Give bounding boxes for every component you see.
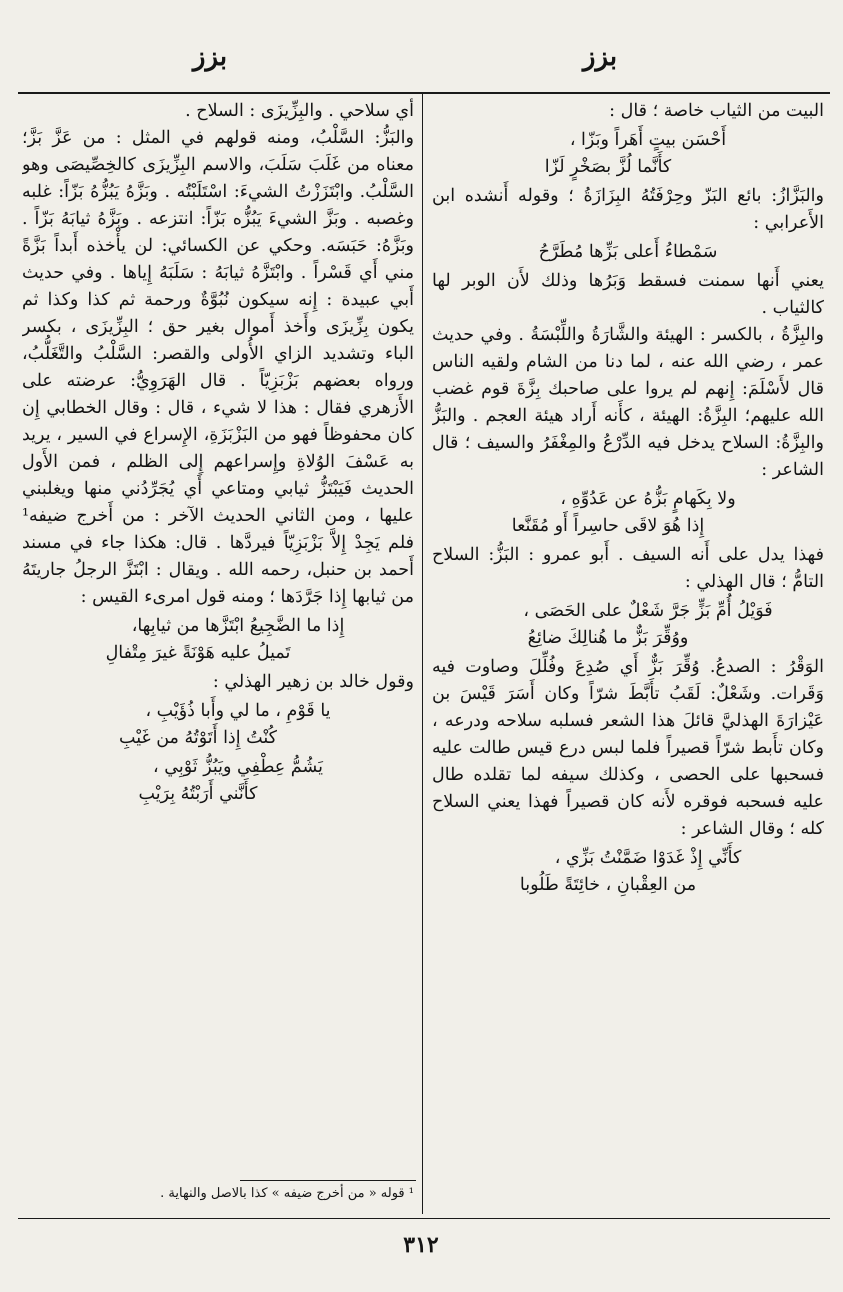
verse xyxy=(22,613,414,667)
verse: سَمْطاءُ أَعلى بَزِّها مُطَرَّحُ xyxy=(538,242,718,262)
verse-hemistich: من العِقْبانِ ، خائِتَةً طَلُوبا xyxy=(519,875,697,895)
paragraph: يعني أَنها سمنت فسقط وَبَرُها وذلك لأَن الوبر لها كالثياب . xyxy=(432,271,824,318)
paragraph: البيت من الثياب خاصة ؛ قال : xyxy=(609,101,824,121)
verse xyxy=(432,127,824,181)
right-column xyxy=(432,98,824,1212)
verse xyxy=(432,598,824,652)
paragraph: أَي سلاحي . والبِزِّيزَى : السلاح . xyxy=(185,101,414,121)
verse-hemistich: تَميلُ عليه هَوْنَةً غيرَ مِتْفالِ xyxy=(105,643,291,663)
verse-hemistich: كُنْتُ إِذا أَتَوْتُهُ من غَيْبِ xyxy=(119,728,277,748)
column-divider xyxy=(422,94,423,1214)
top-rule xyxy=(18,92,830,94)
footnote: ¹ قوله « من أخرج ضيفه » كذا بالاصل والنهاية . xyxy=(160,1186,414,1201)
verse-hemistich: فَوَيْلُ أُمِّ بَزٍّ جَرَّ شَعْلٌ على الحَصَى ، xyxy=(523,601,773,621)
footnote-rule xyxy=(240,1180,416,1181)
paragraph: والبِزَّةُ ، بالكسر : الهيئة والشَّارَةُ واللِّبْسَةُ . وفي حديث عمر ، رضي الله عنه ، لما دنا من الشام ولقيه الناس قال لأَسْلَمَ: إِنهم لم يروا على صاحبك بِزَّةَ قوم غضب الله عليهم؛ البِزَّةُ: الهيئة ، كأَنه أَراد هيئة العجم . والبَزُّ والبِزَّةُ: السلاح يدخل فيه الدِّرْعُ والمِغْفَرُ والسيف ؛ قال الشاعر : xyxy=(432,325,824,480)
verse xyxy=(22,698,414,752)
paragraph: والبَزَّازُ: بائع البَزّ وحِرْفَتُهُ البِزَازَةُ ؛ وقوله أَنشده ابن الأَعرابي : xyxy=(432,186,824,233)
verse-hemistich: كأَنَّما لُزَّ بصَخْرٍ لَزّا xyxy=(544,157,672,177)
verse xyxy=(22,754,414,808)
headword-left: بزز xyxy=(192,42,228,72)
verse-hemistich: كأَنَّني أَرَبْتُهُ بِرَيْبِ xyxy=(138,784,258,804)
headword-right: بزز xyxy=(582,42,618,72)
verse-hemistich: ولا بِكَهامٍ بَزُّهُ عن عَدُوِّهِ ، xyxy=(560,489,736,509)
verse xyxy=(432,486,824,540)
left-column xyxy=(22,98,414,1178)
verse-hemistich: يَشُمُّ عِطْفِي ويَبُزُّ ثَوْبِي ، xyxy=(153,757,323,777)
verse-hemistich: أَحْسَن بيتٍ أَهَراً وبَزّا ، xyxy=(569,130,727,150)
page-number: ٣١٢ xyxy=(403,1232,439,1258)
paragraph: والبَزُّ: السَّلْبُ، ومنه قولهم في المثل : من عَزَّ بَزَّ؛ معناه من غَلَبَ سَلَبَ، والاسم البِزِّيزَى كالخِصِّيصَى وهو السَّلْبُ. وابْتَزَزْتُ الشيءَ: اسْتَلَبْتُه . وبَزَّهُ يَبُزُّهُ بَزّاً: غلبه وغصبه . وبَزَّ الشيءَ يَبُزُّه بَزّاً: انتزعه . وبَزَّهُ ثيابَهُ بَزّاً . وبَزَّهُ: حَبَسَه. وحكي عن الكسائي: لن يأْخذه أَبداً بَزَّةً مني أَي قَسْراً . وابْتَزَّهُ ثيابَهُ : سَلَبَهُ إِياها . وفي حديث أَبي عبيدة : إِنه سيكون نُبُوَّةٌ ورحمة ثم كذا وكذا ثم يكون بِزِّيزَى وأَخذ أَموال بغير حق ؛ البِزِّيزَى ، بكسر الباء وتشديد الزاي الأُولى والقصر: السَّلْبُ والتَّغَلُّبُ، ورواه بعضهم بَزْبَزِيّاً . قال الهَرَوِيُّ: عرضته على الأَزهري فقال : هذا لا شيء ، قال : وقال الخطابي إِن كان محفوظاً فهو من البَزْبَزَةِ، الإِسراع في السير ، يريد به عَسْفَ الوُلاةِ وإِسراعهم إِلى الظلم ، فمن الأَول الحديث فَيَبْتَزُّ ثيابي ومتاعي أَي يُجَرِّدُني منها ويغلبني عليها ، ومن الثاني الحديث الآخر : من أَخرج ضيفه¹ فلم يَجِدْ إِلاَّ بَزْبَزِيّاً فيردَّها . قال: هكذا جاء في مسند أَحمد بن حنبل، رحمه الله . ويقال : ابْتَزَّ الرجلُ جاريتَهُ من ثيابها إِذا جَرَّدَها ؛ ومنه قول امرىء القيس : xyxy=(22,128,414,607)
verse-hemistich: إِذا هُوَ لاقَى حاسِراً أَو مُقَنَّعا xyxy=(511,516,705,536)
paragraph: الوَقْرُ : الصدعُ. وُقِّرَ بَزٌّ أَي صُدِعَ وفُلِّلَ وصاوت فيه وَقَرات. وشَعْلٌ: لَقَبُ تأَبَّطَ شرّاً وكان أَسَرَ قَيْسَ بن عَيْزارَةَ الهذليَّ قائلَ هذا الشعر فسلبه سلاحه ودرعه ، وكان تأَبط شرّاً قصيراً فلما لبس درع قيس طالت عليه فسحبها على الحصى ، وكذلك سيفه لما تقلده طال عليه فسحبه فوقره لأَنه كان قصيراً فهذا يعني السلاح كله ؛ وقال الشاعر : xyxy=(432,657,824,839)
verse-hemistich: ووُقِّرَ بَزٌّ ما هُنالِكَ ضائِعُ xyxy=(527,628,689,648)
verse xyxy=(432,845,824,899)
paragraph: فهذا يدل على أَنه السيف . أَبو عمرو : البَزُّ: السلاح التامُّ ؛ قال الهذلي : xyxy=(432,545,824,592)
paragraph: وقول خالد بن زهير الهذلي : xyxy=(212,672,414,692)
verse-hemistich: يا قَوْمِ ، ما لي وأَبا ذُؤَيْبِ ، xyxy=(145,701,331,721)
bottom-rule xyxy=(18,1218,830,1219)
verse-hemistich: كأَنِّي إِذْ غَدَوْا ضَمَّنْتُ بَزِّي ، xyxy=(554,848,742,868)
verse-hemistich: إِذا ما الضَّجِيعُ ابْتَزَّها من ثيابِها، xyxy=(131,616,345,636)
